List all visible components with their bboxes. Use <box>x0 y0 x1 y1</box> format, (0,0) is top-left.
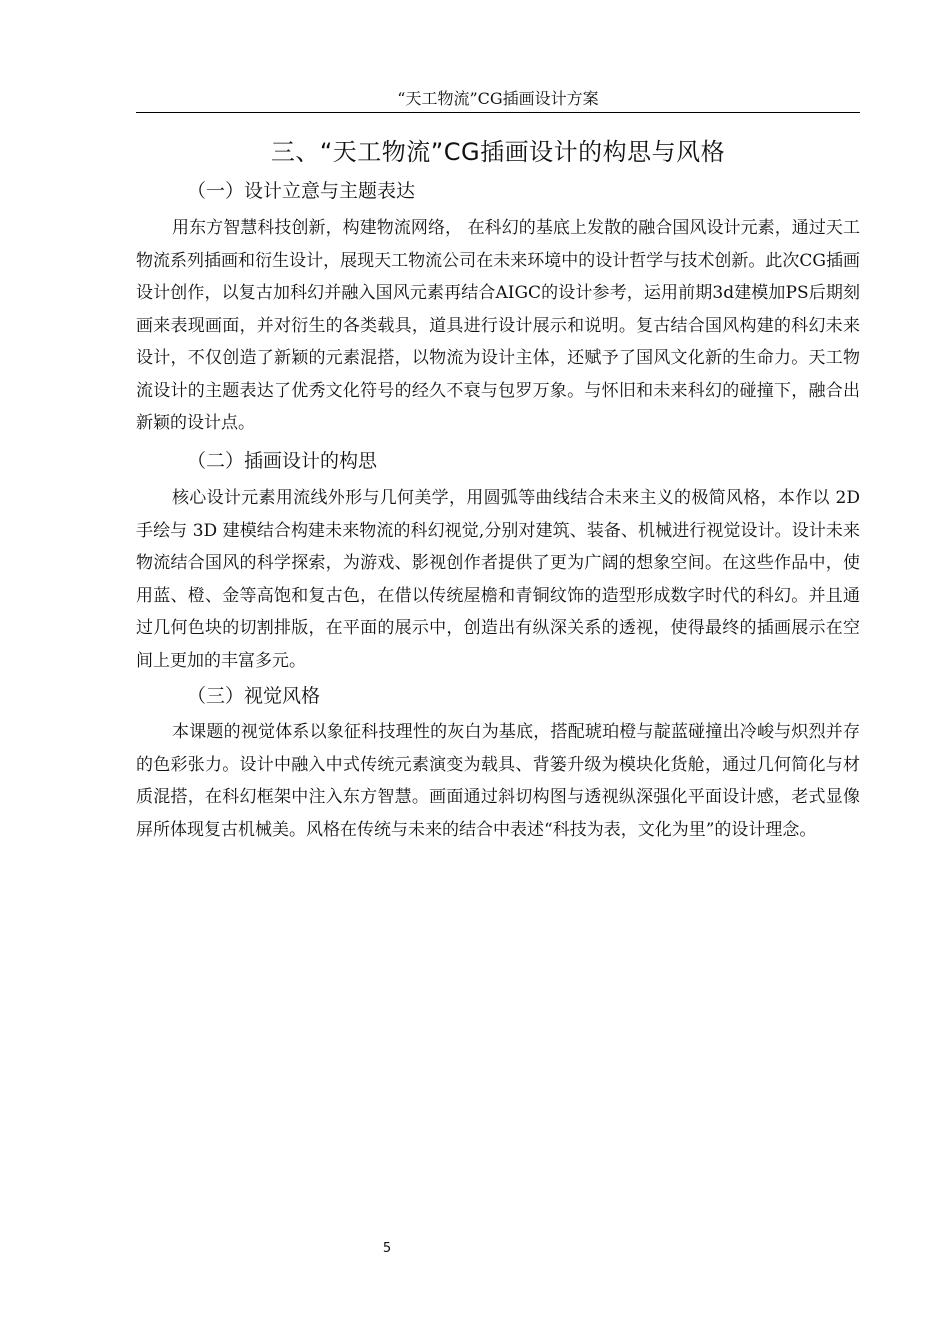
chapter-title: 三、“天工物流”CG插画设计的构思与风格 <box>270 138 726 166</box>
section-heading-2: （二）插画设计的构思 <box>187 450 378 472</box>
header-divider <box>136 112 860 113</box>
running-header: “天工物流”CG插画设计方案 <box>397 89 599 108</box>
page-number: 5 <box>382 1241 392 1256</box>
section-heading-1: （一）设计立意与主题表达 <box>187 180 416 202</box>
section-paragraph-2: 核心设计元素用流线外形与几何美学，用圆弧等曲线结合未来主义的极简风格，本作以 2D 手绘与 3D 建模结合构建未来物流的科幻视觉,分别对建筑、装备、机械进行视觉设计。设计未来物流结合国风的科学探索，为游戏、影视创作者提供了更为广阔的想象空间。在这些作品中，使用蓝、橙、金等高饱和复古色，在借以传统屋檐和青铜纹饰的造型形成数字时代的科幻。并且通过几何色块的切割排版，在平面的展示中，创造出有纵深关系的透视，使得最终的插画展示在空间上更加的丰富多元。 <box>136 488 860 671</box>
section-heading-3: （三）视觉风格 <box>187 685 321 707</box>
section-paragraph-3: 本课题的视觉体系以象征科技理性的灰白为基底，搭配琥珀橙与靛蓝碰撞出冷峻与炽烈并存的色彩张力。设计中融入中式传统元素演变为载具、背篓升级为模块化货舱，通过几何简化与材质混搭，在科幻框架中注入东方智慧。画面通过斜切构图与透视纵深强化平面设计感，老式显像屏所体现复古机械美。风格在传统与未来的结合中表述“科技为表，文化为里”的设计理念。 <box>136 722 860 840</box>
section-paragraph-1: 用东方智慧科技创新，构建物流网络， 在科幻的基底上发散的融合国风设计元素，通过天工物流系列插画和衍生设计，展现天工物流公司在未来环境中的设计哲学与技术创新。此次CG插画设计创作，以复古加科幻并融入国风元素再结合AIGC的设计参考，运用前期3d建模加PS后期刻画来表现画面，并对衍生的各类载具，道具进行设计展示和说明。复古结合国风构建的科幻未来设计，不仅创造了新颖的元素混搭，以物流为设计主体，还赋予了国风文化新的生命力。天工物流设计的主题表达了优秀文化符号的经久不衰与包罗万象。与怀旧和未来科幻的碰撞下，融合出新颖的设计点。 <box>136 218 860 433</box>
